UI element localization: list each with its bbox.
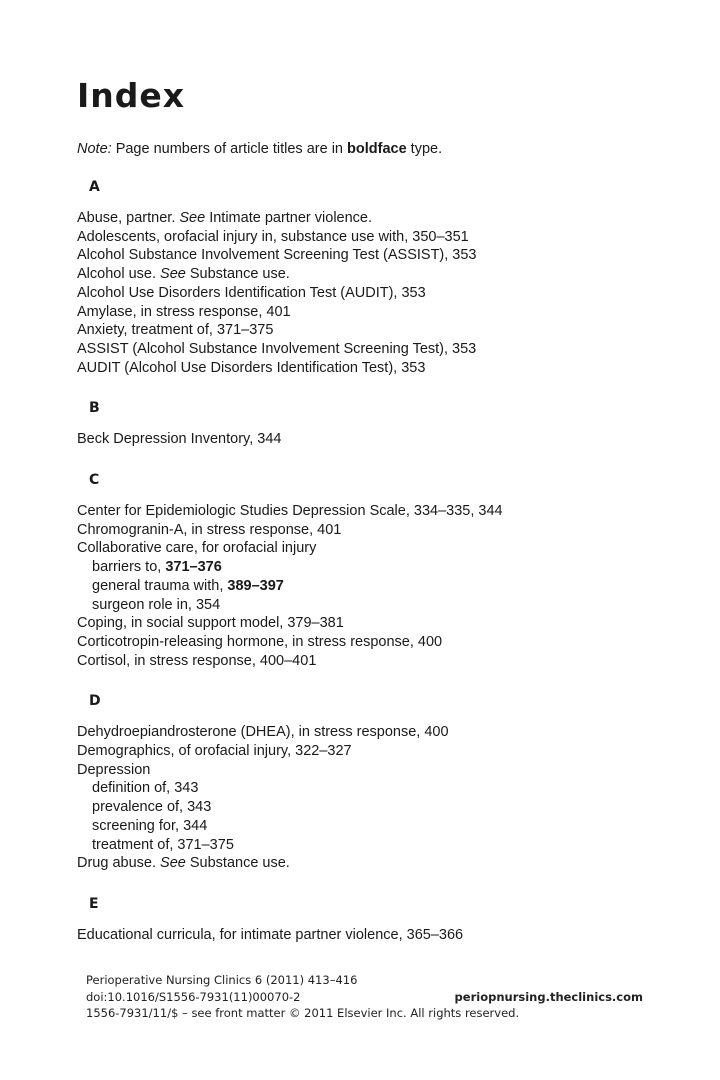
entry-text: Depression <box>77 761 151 778</box>
index-entry <box>77 321 697 340</box>
entry-text: Corticotropin-releasing hormone, in stress response, 400 <box>77 633 443 650</box>
entry-text: barriers to, <box>92 559 166 576</box>
entry-text: surgeon role in, 354 <box>92 596 221 613</box>
entry-text: Beck Depression Inventory, 344 <box>77 431 282 448</box>
section-letter: B <box>89 400 100 417</box>
index-entry <box>77 303 697 322</box>
index-entry <box>77 246 697 265</box>
index-entry <box>77 228 697 247</box>
entry-text: Anxiety, treatment of, 371–375 <box>77 322 274 339</box>
entry-text: Collaborative care, for orofacial injury <box>77 540 317 557</box>
see-reference: See <box>179 210 206 226</box>
footer-website-link[interactable]: periopnursing.theclinics.com <box>454 989 643 1004</box>
entry-text: Educational curricula, for intimate partner violence, 365–366 <box>77 926 464 943</box>
index-entry <box>77 284 697 303</box>
index-entry <box>77 652 697 671</box>
index-section-b <box>77 399 697 449</box>
article-pages: 389–397 <box>227 577 284 594</box>
index-body <box>77 178 697 967</box>
index-entry <box>77 340 697 359</box>
entry-text: Drug abuse. <box>77 855 161 872</box>
entry-text: AUDIT (Alcohol Use Disorders Identification Test), 353 <box>77 359 426 376</box>
entry-text: general trauma with, <box>92 577 228 594</box>
index-subentry <box>77 596 697 615</box>
footer-doi-row <box>86 989 646 1006</box>
index-entry <box>77 209 697 228</box>
index-entry <box>77 502 697 521</box>
index-section-c <box>77 471 697 670</box>
index-entry <box>77 265 697 284</box>
note-text-after: type. <box>406 141 443 157</box>
entry-text: treatment of, 371–375 <box>92 836 234 853</box>
entry-text: Alcohol use. <box>77 266 161 283</box>
index-entry <box>77 926 697 945</box>
note-prefix: Note: <box>77 141 112 157</box>
see-reference: See <box>160 266 186 283</box>
entry-text: Alcohol Use Disorders Identification Test (AUDIT), 353 <box>77 284 426 301</box>
entry-text: definition of, 343 <box>92 780 199 797</box>
index-entry <box>77 539 697 558</box>
boldface-note <box>77 141 442 157</box>
section-letter: E <box>89 895 99 912</box>
index-subentry <box>77 779 697 798</box>
entry-text: Abuse, partner. <box>77 210 180 226</box>
entry-text: Demographics, of orofacial injury, 322–327 <box>77 743 352 760</box>
index-entry <box>77 742 697 761</box>
index-entry <box>77 359 697 378</box>
page-title: Index <box>77 76 186 115</box>
see-reference: See <box>160 855 186 872</box>
entry-text: Center for Epidemiologic Studies Depression Scale, 334–335, 344 <box>77 503 503 520</box>
entry-text: Adolescents, orofacial injury in, substance use with, 350–351 <box>77 228 469 245</box>
index-subentry <box>77 558 697 577</box>
see-target: Substance use. <box>185 855 290 872</box>
index-entry <box>77 723 697 742</box>
index-subentry <box>77 836 697 855</box>
index-entry <box>77 854 697 873</box>
footer-doi: doi:10.1016/S1556-7931(11)00070-2 <box>86 989 301 1004</box>
entry-text: screening for, 344 <box>92 817 208 834</box>
footer-copyright: 1556-7931/11/$ – see front matter © 2011 Elsevier Inc. All rights reserved. <box>86 1006 520 1020</box>
index-subentry <box>77 817 697 836</box>
index-entry <box>77 430 697 449</box>
index-section-e <box>77 895 697 945</box>
note-bold-word: boldface <box>347 141 407 157</box>
see-target: Substance use. <box>185 266 290 283</box>
section-letter: A <box>89 179 100 195</box>
index-subentry <box>77 798 697 817</box>
entry-text: ASSIST (Alcohol Substance Involvement Screening Test), 353 <box>77 340 477 357</box>
entry-text: prevalence of, 343 <box>92 799 212 816</box>
footer <box>86 972 646 1022</box>
index-section-a <box>77 178 697 377</box>
entry-text: Dehydroepiandrosterone (DHEA), in stress response, 400 <box>77 724 449 741</box>
entry-text: Amylase, in stress response, 401 <box>77 303 291 320</box>
index-entry <box>77 761 697 780</box>
entry-text: Alcohol Substance Involvement Screening Test (ASSIST), 353 <box>77 247 477 264</box>
note-text-before: Page numbers of article titles are in <box>111 141 348 157</box>
article-pages: 371–376 <box>165 559 222 576</box>
entry-text: Chromogranin-A, in stress response, 401 <box>77 521 342 538</box>
entry-text: Coping, in social support model, 379–381 <box>77 615 344 632</box>
index-entry <box>77 614 697 633</box>
entry-text: Cortisol, in stress response, 400–401 <box>77 652 317 669</box>
section-letter: D <box>89 693 101 710</box>
index-section-d <box>77 692 697 873</box>
index-entry <box>77 521 697 540</box>
footer-journal: Perioperative Nursing Clinics 6 (2011) 413–416 <box>86 973 358 987</box>
index-entry <box>77 633 697 652</box>
see-target: Intimate partner violence. <box>205 210 373 226</box>
section-letter: C <box>89 472 100 489</box>
index-subentry <box>77 577 697 596</box>
